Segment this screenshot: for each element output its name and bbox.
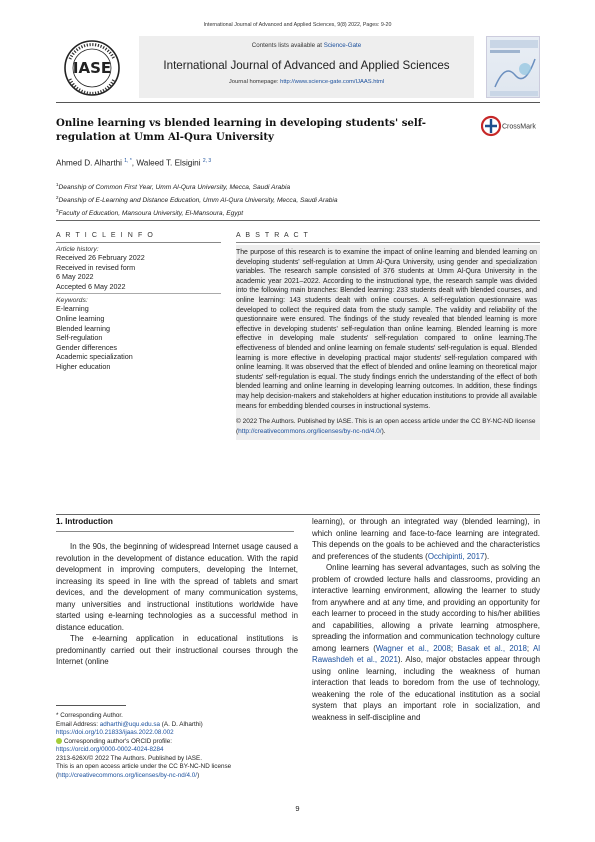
page-number: 9 bbox=[295, 804, 300, 813]
abstract-text: The purpose of this research is to examine the impact of online learning and blended learning on developing students' self-regulation at Umm Al-Qura University, using gender and specialization variables. The research sample consisted of 376 students at Umm Al-Qura University in the academic year 2021–2022. According to the instructional type, the research sample was divided into the following main branches: Blended learning: 233 students dealt with blended courses, and online learning: 143 students dealt with online courses. A self-regulation questionnaire was developed to collect the required data from the study sample. The validity and reliability of the questionnaire were ensured. The findings of the study revealed that blended learning is more effective in developing students' self-regulation than online learning. Blended learning is more effective in developing male students' self-regulation compared to online learning.The effectiveness of blended and online learning on female students' self-regulation is equal. Blended learning is more effective in developing practical major students' self-regulation compared with online learning. It was observed that the effect of blended and online learning on theoretical major students' self-regulation is equal. The study findings enrich the understanding of the effect of both blended learning and online learning in developing learning outcomes. In addition, these findings may help decision-makers and stakeholders at higher education institutions to provide all available means for embedding blended courses in instructional systems. bbox=[236, 249, 537, 410]
info-divider bbox=[56, 293, 221, 294]
footnote-license-link[interactable]: http://creativecommons.org/licenses/by-nc-nd/4.0/ bbox=[58, 771, 198, 779]
journal-header-box bbox=[139, 36, 474, 98]
crossmark-badge[interactable] bbox=[481, 115, 539, 137]
keyword: Blended learning bbox=[56, 323, 110, 333]
issn-line: 2313-626X/© 2022 The Authors. Published by IASE. bbox=[56, 754, 202, 762]
author-name: Waleed T. Elsigini bbox=[136, 158, 201, 168]
body-column-left bbox=[56, 541, 298, 668]
keyword: Online learning bbox=[56, 313, 105, 323]
science-gate-link[interactable]: Science-Gate bbox=[323, 42, 362, 49]
abstract-bottom-rule bbox=[56, 514, 540, 515]
body-paragraph: Online learning has several advantages, such as solving the problem of crowded lecture halls and classrooms, providing an interactive learning environment, allowing the learner to study from anywhere and at any time, and providing an opportunity for each learner to proceed in the study according to his/her abilities and capabilities, allowing a private learning atmosphere, spreading the information and communication technology culture among learners (Wagner et al., 2008; Basak et al., 2018; Al Rawashdeh et al., 2021). Also, major obstacles appear through using online learning, including the weakness of human interaction that leads to boredom from the use of technology, weakening the role of the educational institution as a social system that plays an important role in socialization, and weakness in self-discipline and bbox=[312, 563, 541, 722]
article-info-heading: A R T I C L E I N F O bbox=[56, 232, 221, 243]
keyword: Academic specialization bbox=[56, 352, 133, 362]
keyword: Self-regulation bbox=[56, 333, 103, 343]
affiliation: $^1$Deanship of Common First Year, Umm Al-Qura University, Mecca, Saudi Arabia bbox=[56, 182, 291, 192]
history-item: Received in revised form bbox=[56, 262, 136, 272]
keyword: Gender differences bbox=[56, 342, 117, 352]
author-affiliation-mark[interactable]: 2, 3 bbox=[202, 158, 212, 164]
doi-link[interactable]: https://doi.org/10.21833/ijaas.2022.08.002 bbox=[56, 729, 174, 736]
citation-link[interactable]: Al Rawashdeh et al., 2021 bbox=[312, 643, 541, 664]
journal-title: International Journal of Advanced and Applied Sciences bbox=[163, 59, 450, 72]
author-name: Ahmed D. Alharthi bbox=[56, 158, 122, 168]
abstract-heading: A B S T R A C T bbox=[236, 232, 540, 243]
orcid-link[interactable]: https://orcid.org/0000-0002-4024-8284 bbox=[56, 746, 164, 753]
email-line: Email Address: adharthi@uqu.edu.sa (A. D. Alharthi) bbox=[56, 720, 203, 728]
contents-line: Contents lists available at Science-Gate bbox=[251, 42, 362, 49]
article-info-panel bbox=[56, 232, 221, 372]
history-item: Received 26 February 2022 bbox=[56, 253, 145, 262]
homepage-link[interactable]: http://www.science-gate.com/IJAAS.html bbox=[280, 79, 385, 85]
citation-link[interactable]: Basak et al., 2018 bbox=[457, 643, 527, 653]
abstract-copyright: © 2022 The Authors. Published by IASE. This is an open access article under the CC BY-NC-ND license (http://creativecommons.org/licenses/by-nc-nd/4.0/). bbox=[236, 418, 536, 435]
citation-link[interactable]: Wagner et al., 2008 bbox=[375, 643, 451, 653]
header-rule bbox=[56, 102, 540, 103]
section-heading: 1. Introduction bbox=[56, 517, 113, 526]
footnote-rule bbox=[56, 705, 126, 706]
affiliation-rule bbox=[56, 220, 540, 221]
author-affiliation-mark[interactable]: 1, * bbox=[124, 158, 132, 164]
svg-text:IASE: IASE bbox=[72, 59, 112, 77]
license-line: This is an open access article under the CC BY-NC-ND license bbox=[56, 763, 232, 770]
history-item: 6 May 2022 bbox=[56, 272, 94, 282]
license-link[interactable]: http://creativecommons.org/licenses/by-nc-nd/4.0/ bbox=[238, 427, 382, 435]
keywords-label: Keywords: bbox=[56, 297, 88, 305]
corresponding-note: * Corresponding Author. bbox=[56, 712, 123, 719]
body-paragraph: In the 90s, the beginning of widespread Internet usage caused a revolution in the development of distance education. With the rapid development in improving computers, developing the Internet, increasing its speed in line with the spread of tablets and smart devices, and the development of many communication systems, many universities and instructional institutions worldwide have started using e-learning technologies as a successful method in distance education. bbox=[56, 542, 298, 632]
article-title: Online learning vs blended learning in developing students' self-regulation at Umm Al-Qura University bbox=[56, 117, 427, 143]
history-label: Article history: bbox=[56, 246, 99, 253]
author-list: Ahmed D. Alharthi $^{1, *}$, Waleed T. Elsigini $^{2, 3}$ bbox=[56, 158, 212, 168]
keyword: Higher education bbox=[56, 361, 111, 371]
iase-logo bbox=[56, 39, 128, 97]
journal-cover-thumbnail bbox=[486, 36, 540, 98]
section-heading-rule bbox=[56, 531, 294, 532]
svg-text:CrossMark: CrossMark bbox=[502, 123, 536, 131]
homepage-line: Journal homepage: http://www.science-gate.com/IJAAS.html bbox=[228, 79, 385, 85]
footnotes: * Corresponding Author. Email Address: adharthi@uqu.edu.sa (A. D. Alharthi) https://doi.org/10.21833/ijaas.2022.08.002 Corresponding author's ORCID profile: https://orcid.org/0000-0002-4024-8284 2313-626X/© 2022 The Authors. Published by IASE. This is an open access article under the CC BY-NC-ND license (http://creativecommons.org/licenses/by-nc-nd/4.0/) bbox=[56, 712, 296, 780]
body-paragraph: learning), or through an integrated way (blended learning), in which online learning and face-to-face learning are integrated. This depends on the goals to be achieved and the characteristics and preferences of the students (Occhipinti, 2017). bbox=[312, 517, 540, 561]
affiliation: $^2$Deanship of E-Learning and Distance Education, Umm Al-Qura University, Mecca, Saudi Arabia bbox=[56, 195, 338, 205]
abstract-box bbox=[236, 245, 540, 440]
abstract-panel bbox=[236, 232, 540, 440]
history-item: Accepted 6 May 2022 bbox=[56, 281, 126, 291]
affiliation: $^3$Faculty of Education, Mansoura University, El-Mansoura, Egypt bbox=[56, 208, 244, 218]
body-paragraph: The e-learning application in educational institutions is predominantly carried out their instructional courses through the Internet (online bbox=[56, 634, 298, 666]
citation-link[interactable]: Occhipinti, 2017 bbox=[427, 551, 485, 561]
affiliation-list bbox=[56, 180, 338, 220]
orcid-line: Corresponding author's ORCID profile: bbox=[56, 738, 296, 747]
journal-masthead bbox=[56, 36, 540, 98]
keyword: E-learning bbox=[56, 304, 89, 314]
orcid-icon bbox=[56, 738, 62, 744]
email-link[interactable]: adharthi@uqu.edu.sa bbox=[99, 720, 161, 728]
body-column-right bbox=[312, 516, 540, 723]
running-head: International Journal of Advanced and Applied Sciences, 9(8) 2022, Pages: 9-20 bbox=[203, 22, 392, 28]
